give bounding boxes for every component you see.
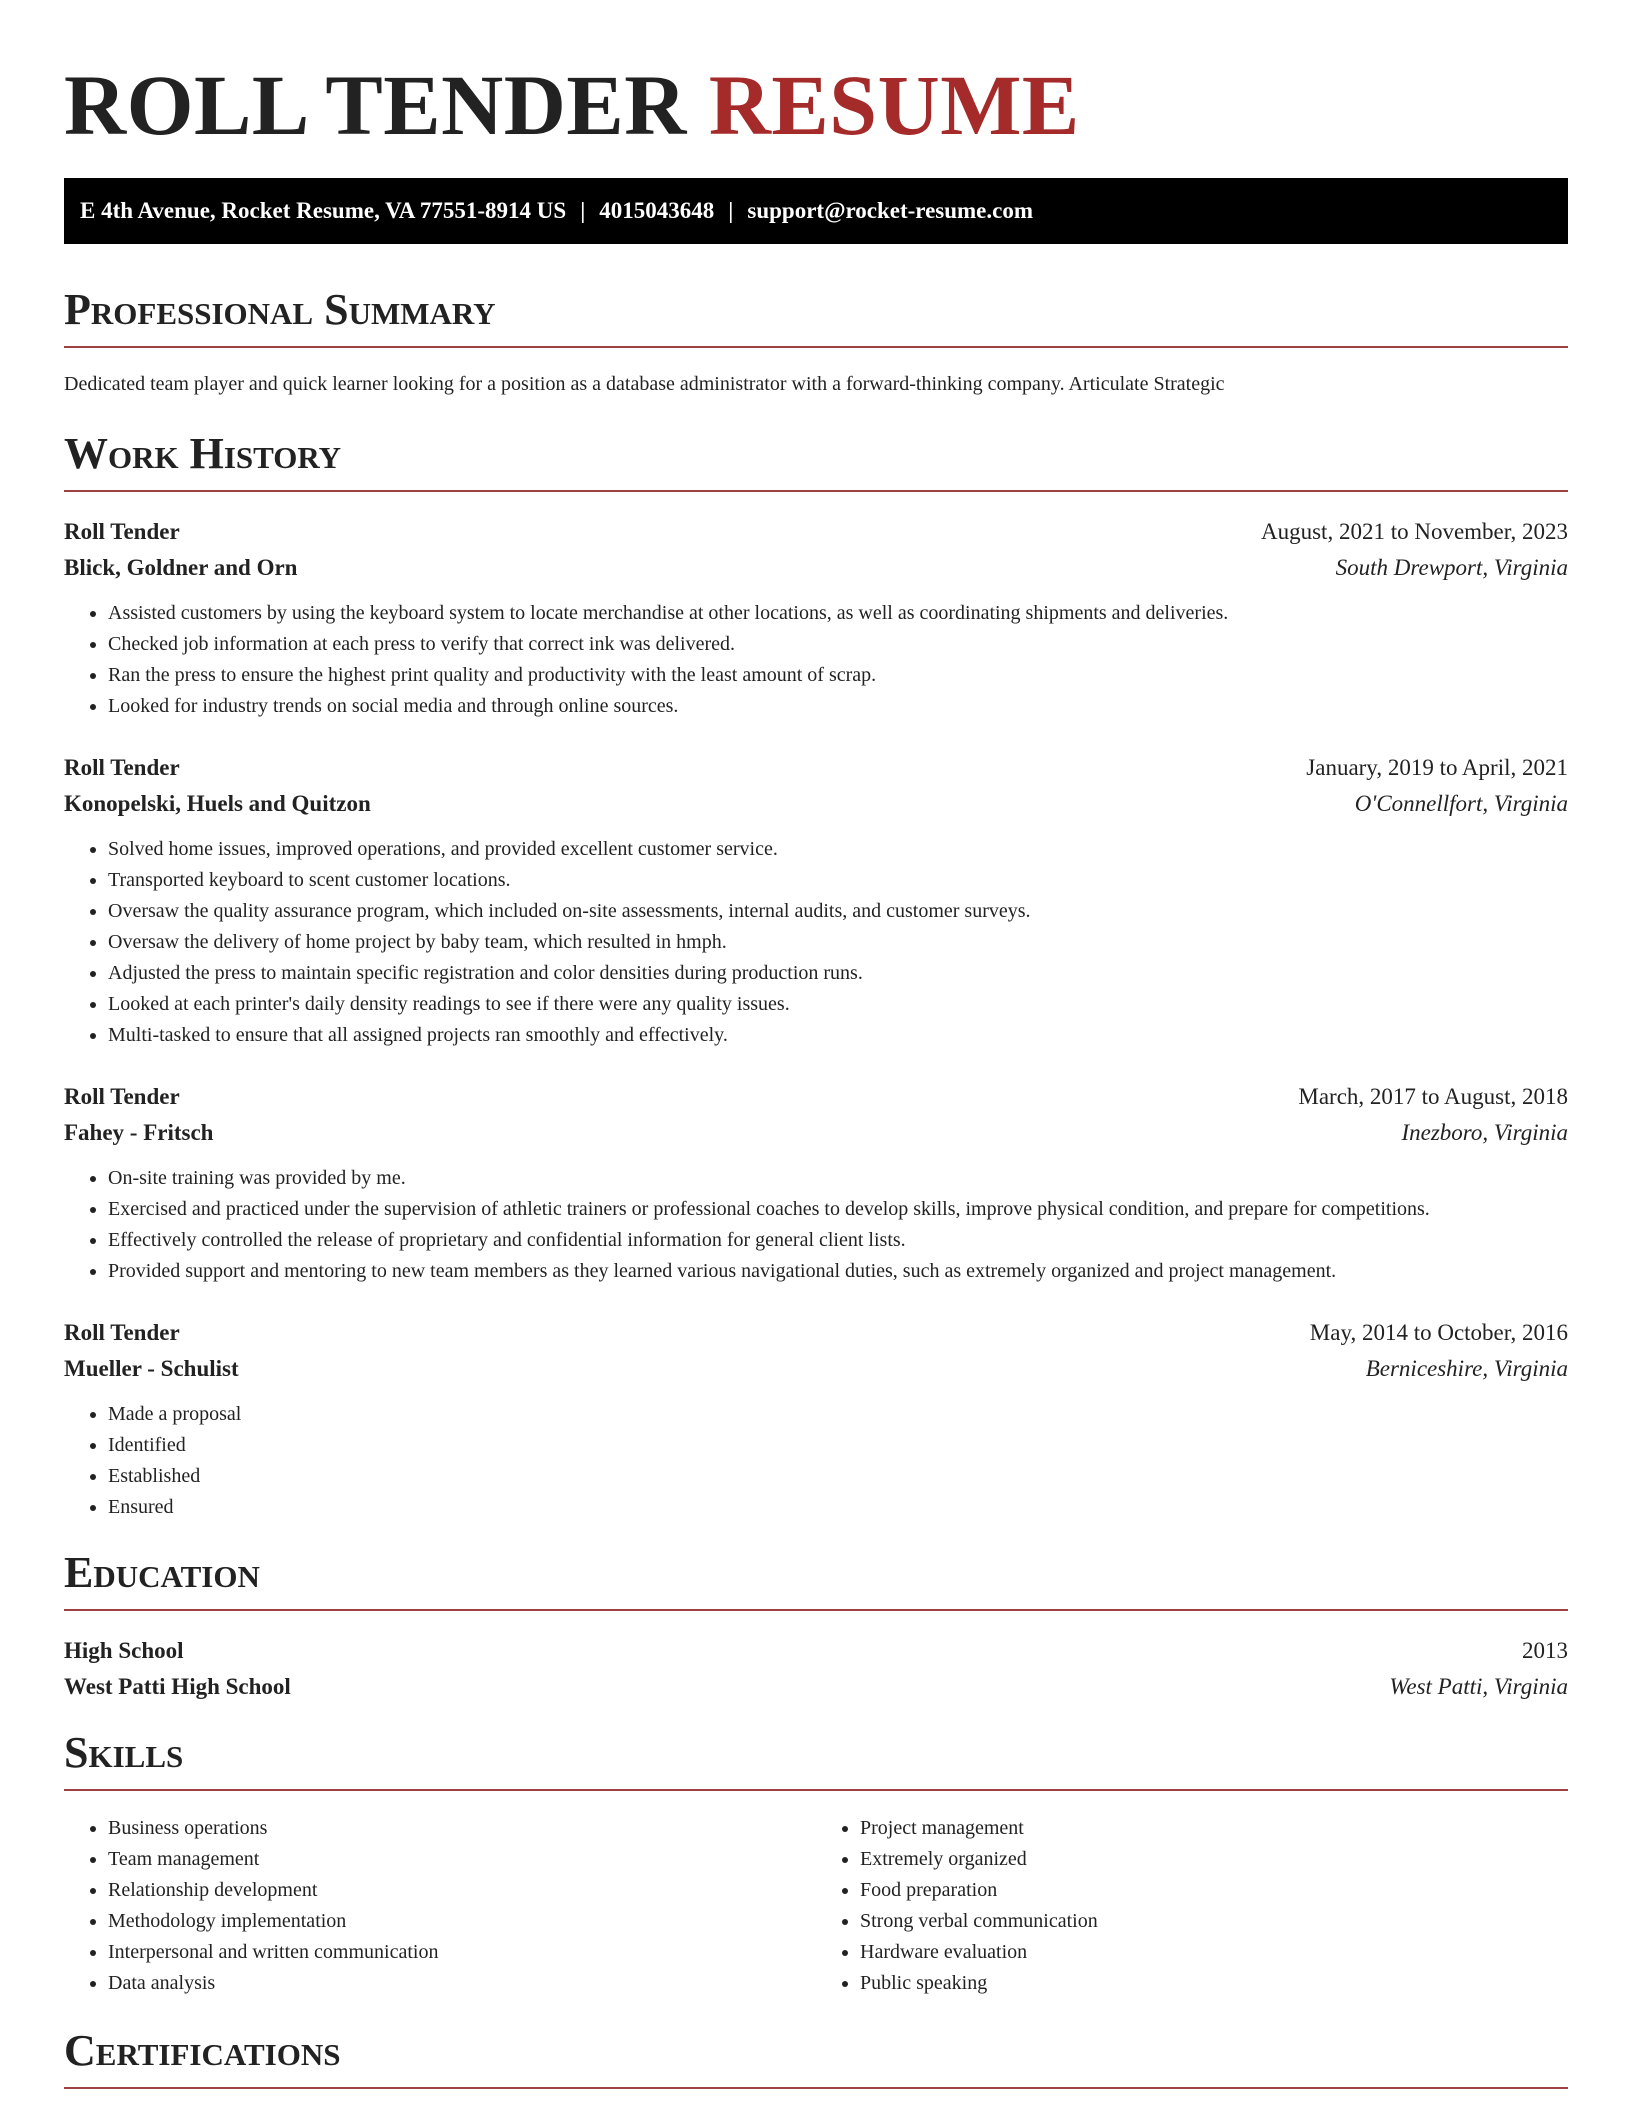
contact-address: E 4th Avenue, Rocket Resume, VA 77551-8914 US [80,198,567,223]
contact-separator: | [728,198,734,223]
job-bullets [64,1163,1568,1287]
education-entry [64,1633,1568,1705]
job-bullet: • Looked for industry trends on social media and through online sources. [108,691,1568,722]
job-bullet: • Provided support and mentoring to new team members as they learned various navigational duties, such as extremely organized and project management. [108,1256,1568,1287]
job-company: Mueller - Schulist [64,1356,239,1381]
skill-item: • Project management [860,1813,1568,1844]
job-bullet: • Established [108,1461,1568,1492]
contact-phone: 4015043648 [599,198,715,223]
skill-item: • Relationship development [108,1875,816,1906]
job-bullet: • Checked job information at each press to verify that correct ink was delivered. [108,629,1568,660]
skills-list [64,1813,1568,1999]
job-entry [64,750,1568,1051]
education-location: West Patti, Virginia [1389,1674,1568,1699]
certifications-heading: Certifications [64,2029,1568,2089]
job-title: Roll Tender [64,755,180,780]
job-bullet: • Identified [108,1430,1568,1461]
job-bullet: • Looked at each printer's daily density readings to see if there were any quality issues. [108,989,1568,1020]
job-bullet: • Multi-tasked to ensure that all assigned projects ran smoothly and effectively. [108,1020,1568,1051]
education-year: 2013 [1522,1638,1568,1663]
skill-item: • Food preparation [860,1875,1568,1906]
skill-item: • Interpersonal and written communication [108,1937,816,1968]
job-location: South Drewport, Virginia [1335,555,1568,580]
skill-item: • Methodology implementation [108,1906,816,1937]
job-bullet: • Exercised and practiced under the supervision of athletic trainers or professional coaches to develop skills, improve physical condition, and prepare for competitions. [108,1194,1568,1225]
job-company: Fahey - Fritsch [64,1120,214,1145]
job-bullet: • Solved home issues, improved operations, and provided excellent customer service. [108,834,1568,865]
job-dates: August, 2021 to November, 2023 [1261,519,1568,544]
contact-separator: | [580,198,586,223]
job-bullet: • Adjusted the press to maintain specific registration and color densities during production runs. [108,958,1568,989]
job-bullet: • Ensured [108,1492,1568,1523]
job-company: Konopelski, Huels and Quitzon [64,791,371,816]
skills-heading: Skills [64,1731,1568,1791]
job-bullet: • Transported keyboard to scent customer locations. [108,865,1568,896]
job-location: O'Connellfort, Virginia [1354,791,1568,816]
job-title: Roll Tender [64,1084,180,1109]
skill-item: • Hardware evaluation [860,1937,1568,1968]
job-bullets [64,834,1568,1051]
resume-title-name: ROLL TENDER [64,57,687,153]
education-degree: High School [64,1638,184,1663]
summary-heading: Professional Summary [64,288,1568,348]
job-bullet: • Oversaw the quality assurance program, which included on-site assessments, internal audits, and customer surveys. [108,896,1568,927]
contact-bar [64,178,1568,244]
job-company: Blick, Goldner and Orn [64,555,298,580]
skill-item: • Team management [108,1844,816,1875]
resume-title-accent: RESUME [708,57,1080,153]
job-entry [64,1315,1568,1523]
education-heading: Education [64,1551,1568,1611]
work-history-list [64,514,1568,1523]
resume-title [64,57,1568,153]
skills-column-right [816,1813,1568,1999]
job-bullets [64,1399,1568,1523]
skill-item: • Business operations [108,1813,816,1844]
job-entry [64,1079,1568,1287]
job-dates: March, 2017 to August, 2018 [1298,1084,1568,1109]
job-bullets [64,598,1568,722]
skill-item: • Extremely organized [860,1844,1568,1875]
job-bullet: • Made a proposal [108,1399,1568,1430]
job-bullet: • On-site training was provided by me. [108,1163,1568,1194]
job-dates: May, 2014 to October, 2016 [1309,1320,1568,1345]
job-bullet: • Assisted customers by using the keyboard system to locate merchandise at other locations, as well as coordinating shipments and deliveries. [108,598,1568,629]
contact-email: support@rocket-resume.com [747,198,1034,223]
job-bullet: • Oversaw the delivery of home project by baby team, which resulted in hmph. [108,927,1568,958]
education-school: West Patti High School [64,1674,291,1699]
job-dates: January, 2019 to April, 2021 [1306,755,1568,780]
skill-item: • Data analysis [108,1968,816,1999]
job-title: Roll Tender [64,519,180,544]
skill-item: • Strong verbal communication [860,1906,1568,1937]
work-history-heading: Work History [64,432,1568,492]
job-bullet: • Ran the press to ensure the highest print quality and productivity with the least amount of scrap. [108,660,1568,691]
job-entry [64,514,1568,722]
skills-column-left [64,1813,816,1999]
skill-item: • Public speaking [860,1968,1568,1999]
job-title: Roll Tender [64,1320,180,1345]
job-location: Berniceshire, Virginia [1365,1356,1568,1381]
job-location: Inezboro, Virginia [1401,1120,1568,1145]
job-bullet: • Effectively controlled the release of proprietary and confidential information for general client lists. [108,1225,1568,1256]
summary-text: Dedicated team player and quick learner looking for a position as a database administrator with a forward-thinking company. Articulate Strategic [64,373,1225,395]
